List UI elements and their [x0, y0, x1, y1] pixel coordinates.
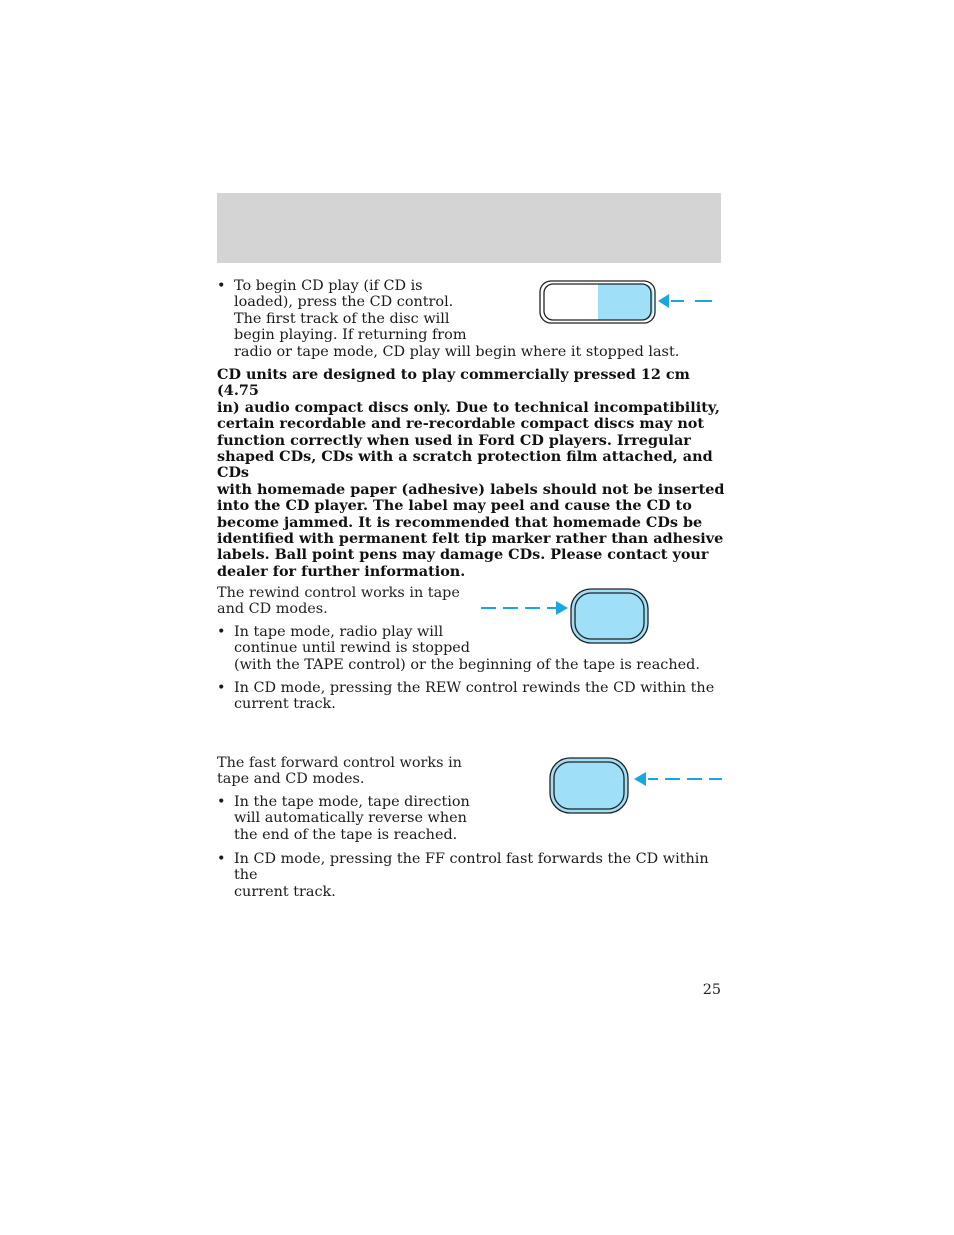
bullet-dot: • — [217, 624, 226, 640]
rewind-control-figure — [478, 586, 654, 648]
pointer-arrow-icon — [556, 601, 568, 615]
cd-button-highlight — [598, 284, 653, 320]
cd-warning-text: CD units are designed to play commercially pressed 12 cm (4.75 in) audio compact discs only. Due to technical incompatibility, certain recordable and re-recordable compact discs may not function correctly when used in Ford CD players. Irregular shaped CDs, CDs with a scratch protection film attached, and CDs with homemade paper (adhesive) labels should not be inserted into the CD player. The label may peel and cause the CD to become jammed. It is recommended that homemade CDs be identified with permanent felt tip marker rather than adhesive labels. Ball point pens may damage CDs. Please contact your dealer for further information. — [217, 366, 725, 580]
header-band — [217, 193, 721, 263]
ff-cd-bullet: • In CD mode, pressing the FF control fast forwards the CD within the current track. — [217, 851, 709, 900]
bullet-dot: • — [217, 794, 226, 810]
pointer-arrow-icon — [658, 294, 669, 308]
bullet-dot: • — [217, 851, 226, 867]
cd-play-text: To begin CD play (if CD is loaded), press the CD control. The first track of the disc will begin playing. If returning from radio or tape mode, CD play will begin where it stopped last. — [234, 278, 680, 360]
pointer-arrow-icon — [634, 772, 646, 786]
bullet-dot: • — [217, 680, 226, 696]
cd-control-figure — [536, 278, 718, 328]
rewind-intro: The rewind control works in tape and CD modes. — [217, 585, 460, 618]
page-number: 25 — [702, 982, 721, 998]
ff-control-figure — [546, 755, 726, 817]
ff-button-outer — [550, 758, 628, 813]
ff-intro: The fast forward control works in tape and CD modes. — [217, 755, 462, 788]
rewind-button-outer — [571, 589, 648, 643]
bullet-dot: • — [217, 278, 226, 294]
rewind-cd-bullet: • In CD mode, pressing the REW control rewinds the CD within the current track. — [217, 680, 715, 713]
rewind-tape-bullet: • In tape mode, radio play will continue until rewind is stopped (with the TAPE control) or the beginning of the tape is reached. — [217, 624, 700, 673]
ff-tape-bullet: • In the tape mode, tape direction will automatically reverse when the end of the tape is reached. — [217, 794, 470, 843]
